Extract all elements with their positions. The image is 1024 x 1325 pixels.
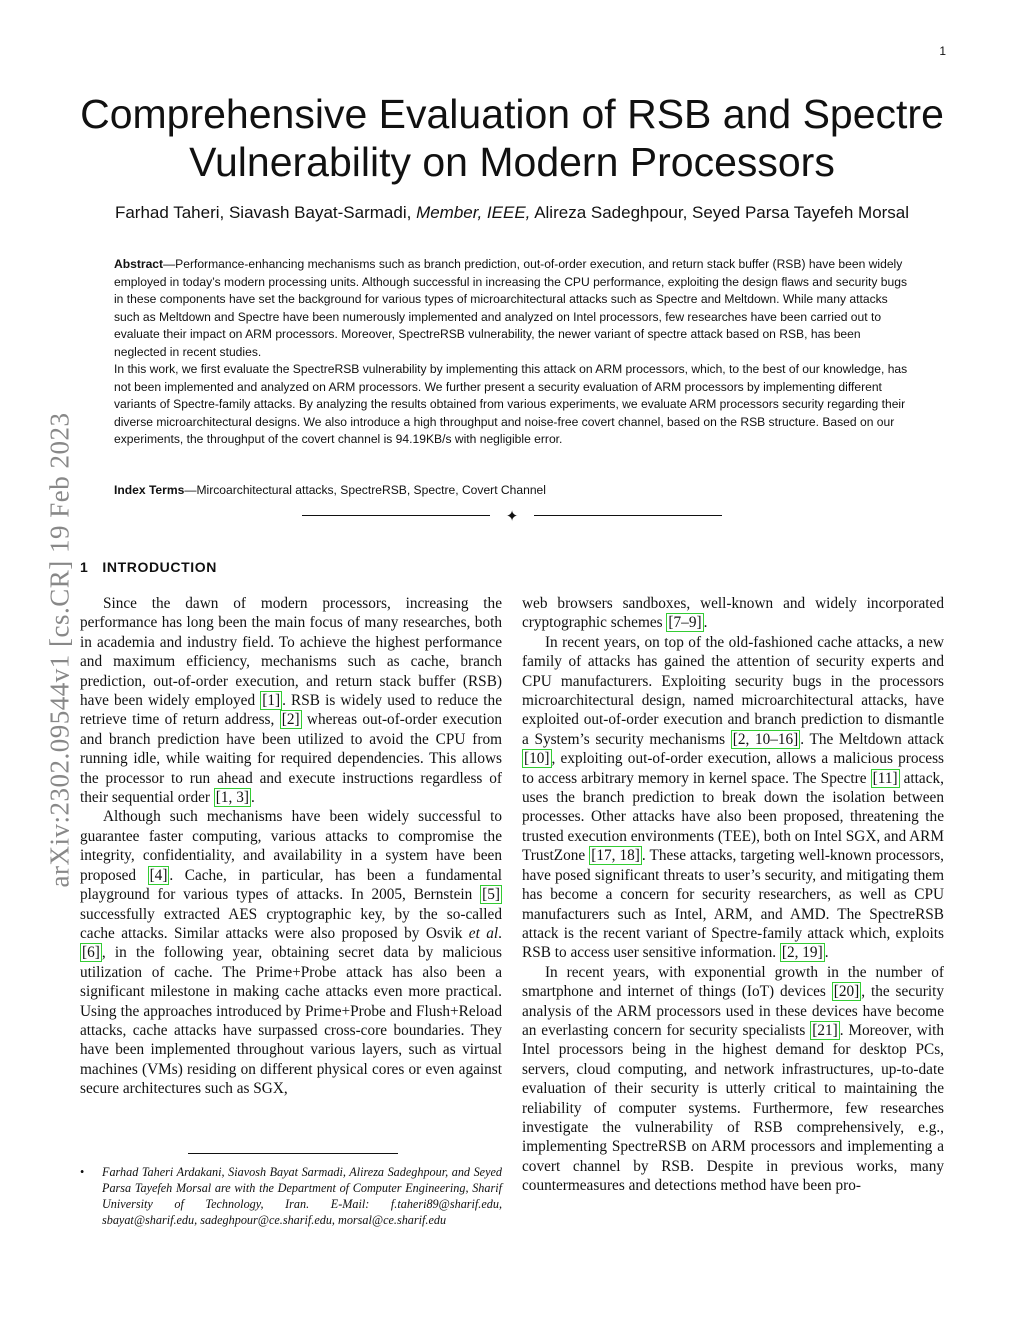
- section-divider: [302, 507, 722, 525]
- citation-link[interactable]: [2, 10–16]: [732, 730, 799, 748]
- footnote: [80, 1164, 502, 1228]
- footnote-rule: [188, 1153, 398, 1154]
- citation-link[interactable]: [7–9]: [668, 614, 702, 632]
- citation-link[interactable]: [11]: [872, 769, 898, 787]
- paper-title: [80, 90, 944, 186]
- citation-link[interactable]: [10]: [524, 750, 550, 768]
- text-run: successfully extracted AES cryptographic key, by the so-called cache attacks. Similar attacks were also proposed by Osvik: [80, 905, 502, 942]
- text-run: , the security analysis of the ARM processors used in these devices have become an everlasting concern for security specialists: [522, 983, 944, 1039]
- citation-link[interactable]: [2]: [281, 711, 300, 729]
- left-paragraph-2: [80, 807, 502, 1098]
- text-run: .: [824, 944, 829, 962]
- citation-link[interactable]: [1]: [262, 692, 281, 710]
- text-run: . RSB is widely used to reduce the retrieve time of return address,: [80, 692, 502, 729]
- citation-link[interactable]: [4]: [149, 866, 168, 884]
- text-run: In recent years, on top of the old-fashioned cache attacks, a new family of attacks has gained the attention of security experts and CPU manufacturers. Exploiting security bugs in the processors microarchitectural design, named microarchitectural attacks, have exploited out-of-order execution and branch prediction to dismantle a System’s security mechanisms: [522, 633, 944, 748]
- abstract-paragraph-1: [114, 256, 914, 361]
- author-list: [60, 203, 964, 223]
- index-terms-text: —Mircoarchitectural attacks, SpectreRSB, Spectre, Covert Channel: [184, 483, 546, 497]
- citation-link[interactable]: [20]: [833, 983, 860, 1001]
- text-run: , in the following year, obtaining secret data by malicious utilization of cache. The Prime+Probe attack has also been a significant milestone in making cache attacks even more practical. Using the approaches introduced by Prime+Probe and Flush+Reload attacks, cache attacks have surpassed cross-core boundaries. They have been implemented throughout various layers, such as virtual machines (VMs) residing on different physical cores or even against secure architectures such as SGX,: [80, 944, 502, 1098]
- index-terms-label: Index Terms: [114, 483, 185, 497]
- abstract: [114, 256, 914, 449]
- section-number: 1: [80, 559, 89, 575]
- title-line-2: Vulnerability on Modern Processors: [189, 139, 835, 185]
- citation-link[interactable]: [6]: [82, 944, 100, 962]
- text-run: web browsers sandboxes, well-known and widely incorporated cryptographic schemes: [522, 595, 944, 632]
- author-role: Member, IEEE,: [416, 203, 531, 222]
- citation-link[interactable]: [1, 3]: [215, 789, 249, 807]
- abstract-paragraph-2: In this work, we first evaluate the SpectreRSB vulnerability by implementing this attack on ARM processors, which, to the best of our knowledge, has not been implemented and analyzed on ARM processors. We further present a security evaluation of ARM processors by implementing different variants of Spectre-family attacks. By analyzing the results obtained from various experiments, we evaluate ARM processors security regarding their diverse microarchitectural designs. We also introduce a high throughput and noise-free covert channel, based on the RSB structure. Based on our experiments, the throughput of the covert channel is 94.19KB/s with negligible error.: [114, 362, 908, 446]
- text-run: attack, uses the branch prediction to break down the isolation between processes. Other attacks have also been proposed, threatening the trusted execution environments (TEE), both on Intel SGX, and ARM TrustZone: [522, 769, 944, 865]
- left-paragraph-1: [80, 594, 502, 807]
- authors-part-1: Farhad Taheri, Siavash Bayat-Sarmadi,: [114, 203, 412, 222]
- text-run: .: [703, 614, 708, 632]
- et-al: et al: [468, 924, 499, 942]
- right-paragraph-2: [522, 963, 944, 1196]
- text-run: , exploiting out-of-order execution, allows a malicious process to access arbitrary memory in kernel space. The Spectre: [522, 750, 944, 787]
- divider-line-left: [302, 515, 490, 516]
- text-run: . Cache, in particular, has been a fundamental playground for various types of attacks. In 2005, Bernstein: [80, 866, 502, 904]
- abstract-label: Abstract: [114, 257, 164, 271]
- text-run: .: [498, 924, 502, 942]
- footnote-text: Farhad Taheri Ardakani, Siavosh Bayat Sarmadi, Alireza Sadeghpour, and Seyed Parsa Tayefeh Morsal are with the Department of Computer Engineering, Sharif University of Technology, Iran. E-Mail: f.taheri89@sharif.edu, sbayat@sharif.edu, sadeghpour@ce.sharif.edu, morsal@ce.sharif.edu: [102, 1165, 502, 1227]
- divider-line-right: [534, 515, 722, 516]
- text-run: .: [250, 789, 255, 807]
- title-line-1: Comprehensive Evaluation of RSB and Spectre: [80, 91, 944, 137]
- text-run: Since the dawn of modern processors, increasing the performance has long been the main focus of many researches, both in academia and industry field. To achieve the highest performance and maximum efficiency, mechanisms such as cache, branch prediction, out-of-order execution, and return stack buffer (RSB) have been widely employed: [80, 595, 502, 710]
- citation-link[interactable]: [17, 18]: [591, 847, 640, 865]
- right-paragraph-1: [522, 633, 944, 963]
- abstract-text-1: —Performance-enhancing mechanisms such as branch prediction, out-of-order execution, and return stack buffer (RSB) have been widely employed in today’s modern processing units. Although successful in increasing the CPU performance, exploiting the design flaws and security bugs in these components have set the background for various types of microarchitectural attacks such as Spectre and Meltdown. While many attacks such as Meltdown and Spectre have been numerously implemented and analyzed on Intel processors, few researches have been carried out to evaluate their impact on ARM processors. Moreover, SpectreRSB vulnerability, the newer variant of spectre attack based on RSB, has been neglected in recent studies.: [114, 257, 908, 359]
- section-title: INTRODUCTION: [102, 559, 217, 575]
- section-heading: [80, 559, 217, 575]
- left-column: [80, 594, 502, 1099]
- bullet-icon: •: [80, 1165, 85, 1179]
- text-run: In recent years, with exponential growth in the number of smartphone and internet of things (IoT) devices: [522, 963, 944, 1001]
- arxiv-stamp: arXiv:2302.09544v1 [cs.CR] 19 Feb 2023: [44, 412, 75, 888]
- index-terms: [114, 482, 914, 500]
- text-run: Although such mechanisms have been widely successful to guarantee faster computing, various attacks to compromise the integrity, confidentiality, and availability in a system have been proposed: [80, 808, 502, 884]
- right-paragraph-0: [522, 594, 944, 633]
- text-run: . Moreover, with Intel processors being in the highest demand for desktop PCs, servers, cloud computing, and network infrastructures, up-to-date evaluation of their security is utterly critical to maintaining the reliability of computer systems. Furthermore, few researches investigate the vulnerability of RSB comprehensively, e.g., implementing SpectreRSB on ARM processors and implementing a covert channel by RSB. Despite in previous works, many countermeasures and detections method have been pro-: [522, 1021, 944, 1195]
- authors-part-2: Alireza Sadeghpour, Seyed Parsa Tayefeh Morsal: [534, 203, 910, 222]
- text-run: . The Meltdown attack: [800, 730, 944, 748]
- citation-link[interactable]: [5]: [482, 886, 500, 904]
- right-column: [522, 594, 944, 1196]
- citation-link[interactable]: [2, 19]: [781, 944, 823, 962]
- text-run: . These attacks, targeting well-known processors, have posed significant threats to user’s security, and mitigating them has become a concern for security researchers, as well as CPU manufacturers such as Intel, ARM, and AMD. The SpectreRSB attack is the recent variant of Spectre-family attack which, exploits RSB to access user sensitive information.: [522, 847, 945, 962]
- page-number: 1: [939, 44, 946, 58]
- text-run: whereas out-of-order execution and branch prediction have been utilized to avoid the CPU from running idle, while waiting for required dependencies. This allows the processor to run ahead and execute instructions regardless of their sequential order: [80, 711, 502, 807]
- citation-link[interactable]: [21]: [812, 1021, 838, 1039]
- diamond-icon: ✦: [505, 507, 519, 525]
